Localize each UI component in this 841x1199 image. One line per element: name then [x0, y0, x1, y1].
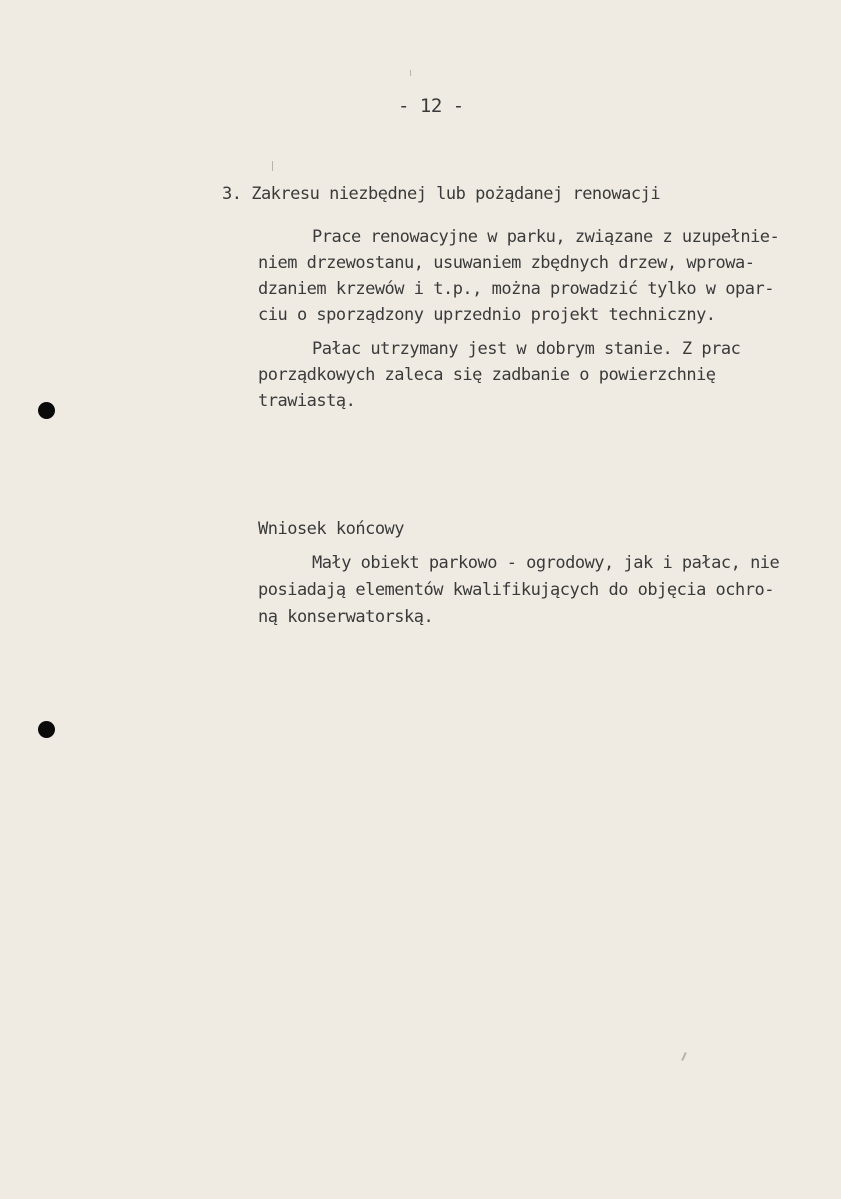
conclusion-heading: Wniosek końcowy [258, 519, 405, 539]
paragraph-line: Pałac utrzymany jest w dobrym stanie. Z prac [312, 339, 741, 359]
page-number: - 12 - [398, 95, 464, 117]
section-heading: 3. Zakresu niezbędnej lub pożądanej renowacji [222, 184, 661, 204]
punch-hole [38, 402, 55, 419]
paragraph-line: posiadają elementów kwalifikujących do objęcia ochro- [258, 580, 774, 600]
paper-mark [272, 161, 273, 171]
paragraph-line: niem drzewostanu, usuwaniem zbędnych drzew, wprowa- [258, 253, 755, 273]
paragraph-line: Mały obiekt parkowo - ogrodowy, jak i pałac, nie [312, 553, 780, 573]
paragraph-line: ną konserwatorską. [258, 607, 434, 627]
paragraph-line: porządkowych zaleca się zadbanie o powierzchnię [258, 365, 716, 385]
paragraph-line: ciu o sporządzony uprzednio projekt techniczny. [258, 305, 716, 325]
paper-mark [410, 70, 411, 76]
punch-hole [38, 721, 55, 738]
paragraph-line: trawiastą. [258, 391, 356, 411]
paper-mark [681, 1052, 687, 1061]
paragraph-line: Prace renowacyjne w parku, związane z uzupełnie- [312, 227, 780, 247]
paragraph-line: dzaniem krzewów i t.p., można prowadzić tylko w opar- [258, 279, 774, 299]
